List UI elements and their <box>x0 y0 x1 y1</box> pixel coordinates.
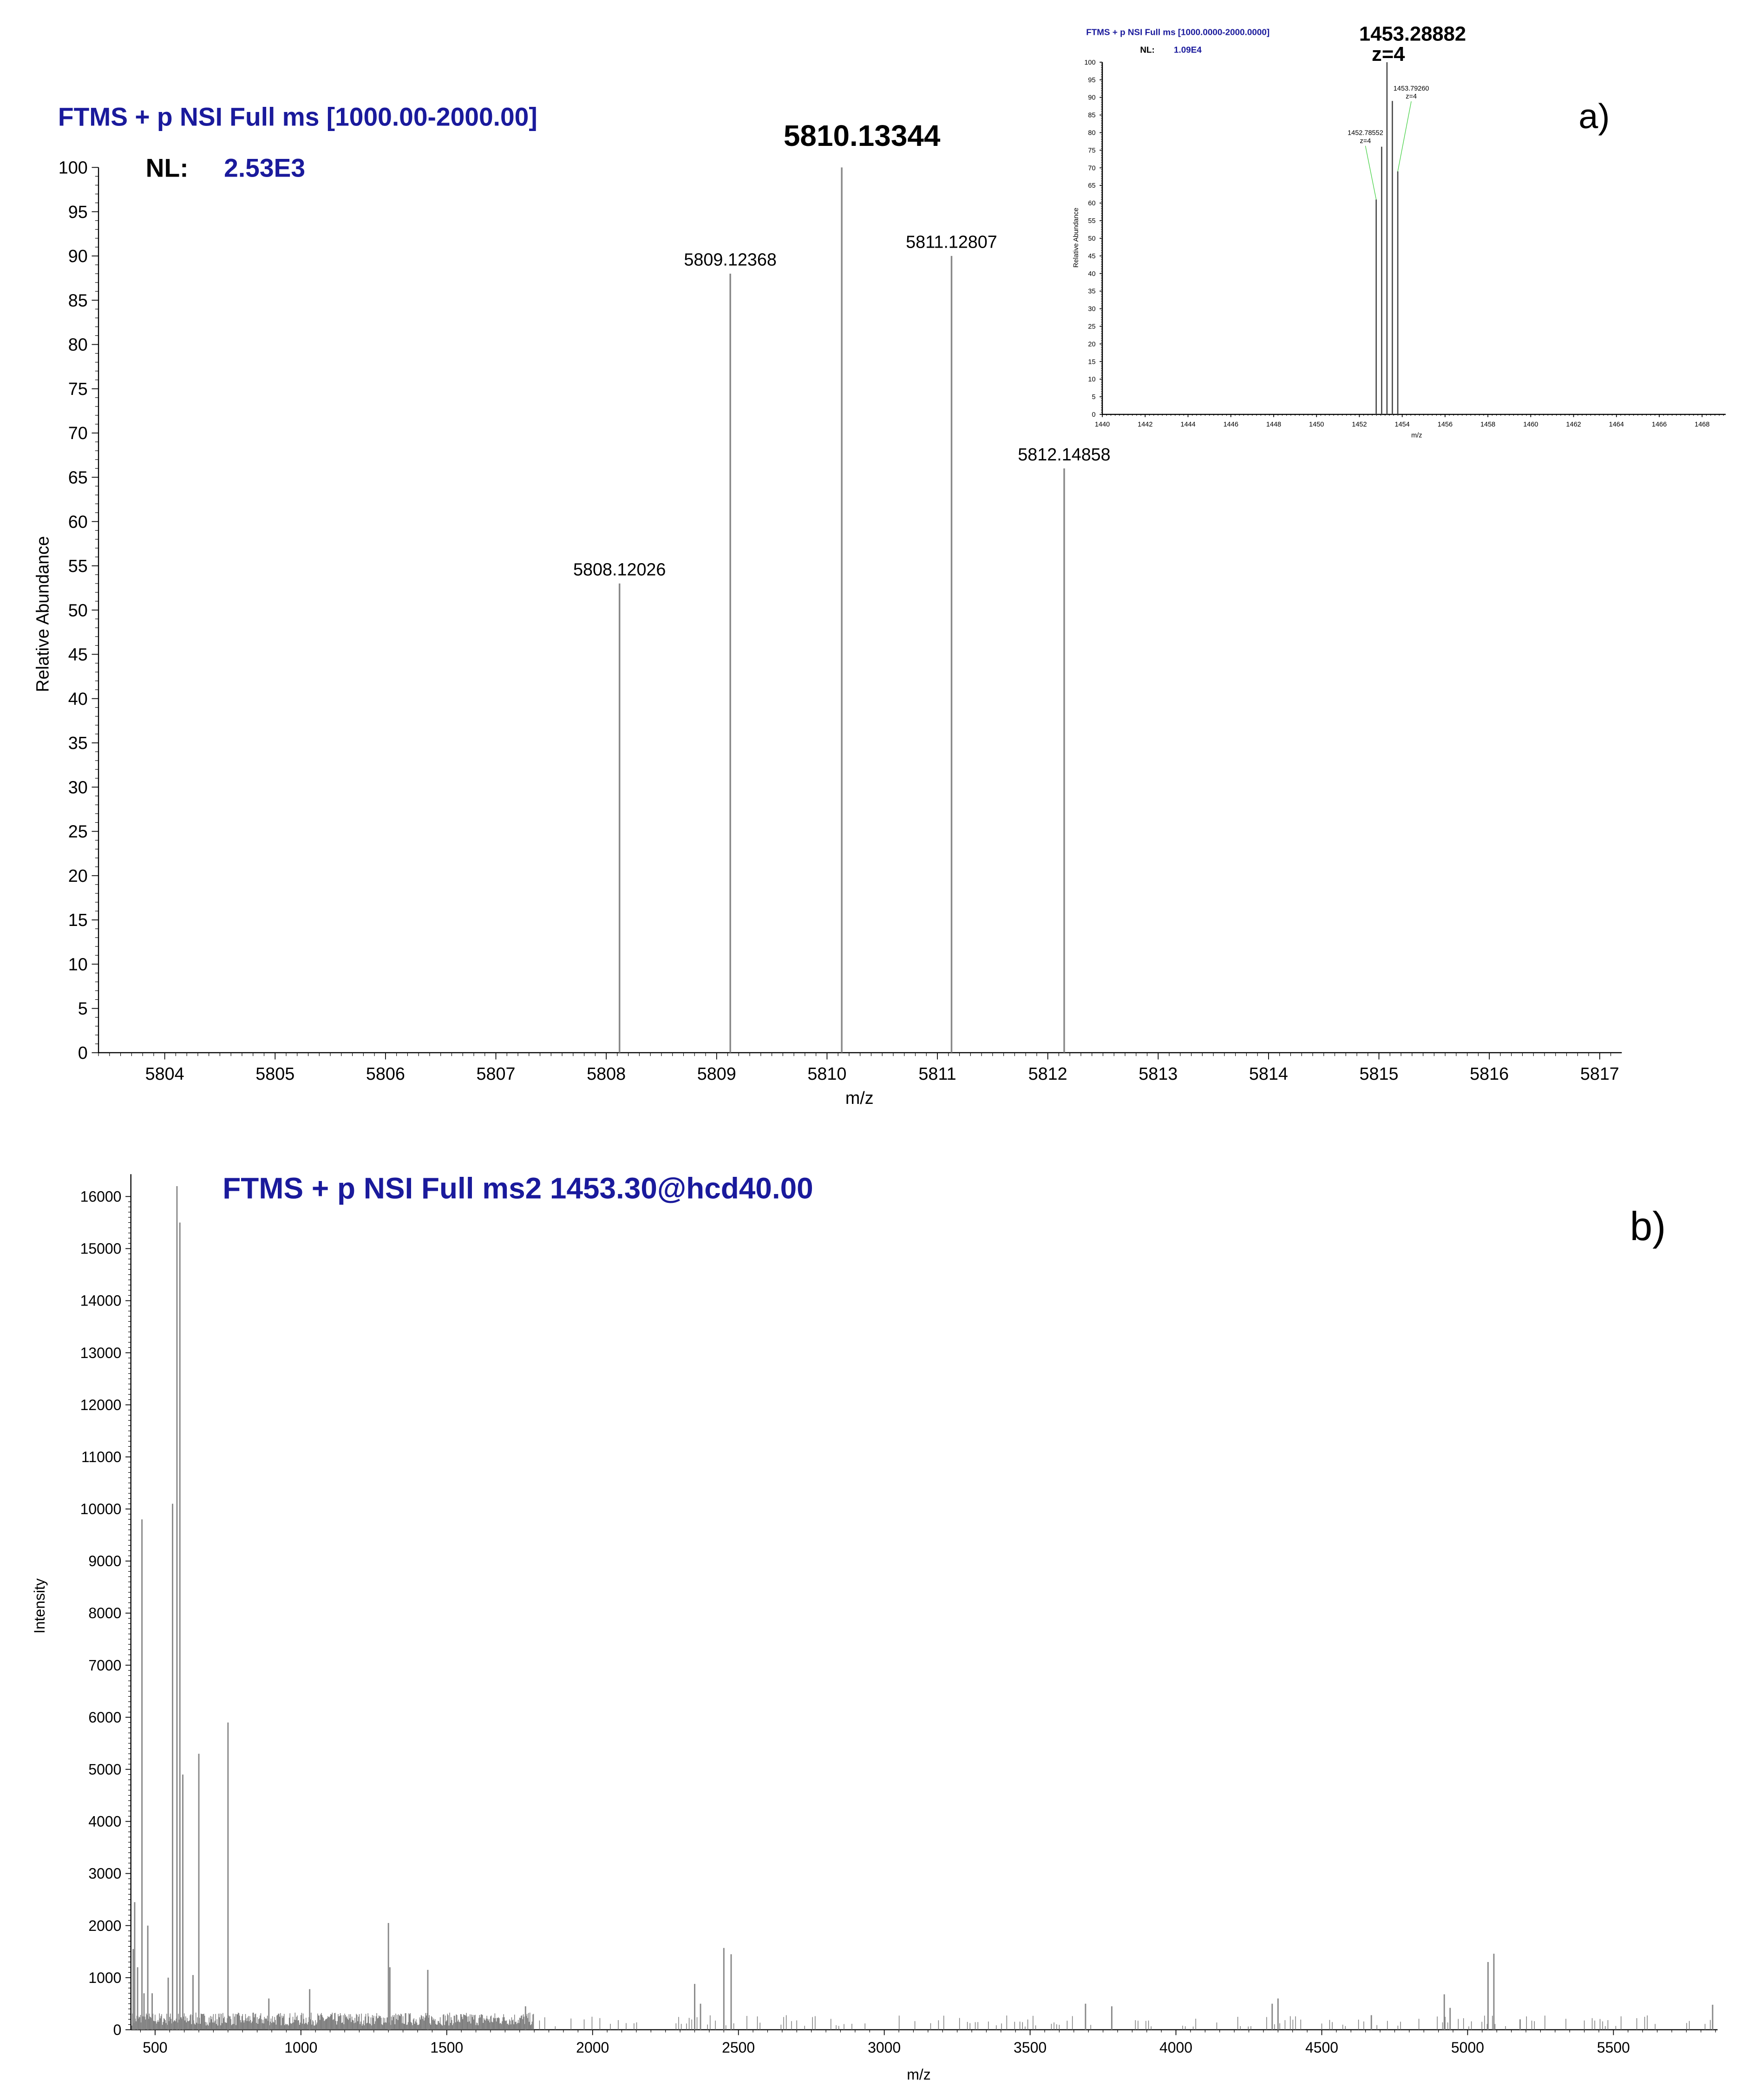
x-tick-label: 5805 <box>255 1064 295 1084</box>
x-tick-label: 5804 <box>145 1064 184 1084</box>
y-tick-label: 70 <box>1088 164 1096 172</box>
y-tick-label: 30 <box>68 778 88 798</box>
y-tick-label: 14000 <box>80 1292 122 1309</box>
y-tick-label: 20 <box>1088 341 1096 348</box>
x-tick-label: 5813 <box>1139 1064 1178 1084</box>
y-tick-label: 55 <box>68 557 88 577</box>
peak-label: 5811.12807 <box>906 232 997 252</box>
y-tick-label: 12000 <box>80 1396 122 1413</box>
peak-charge: z=4 <box>1372 43 1405 66</box>
x-axis-label: m/z <box>845 1089 874 1109</box>
y-tick-label: 35 <box>68 734 88 754</box>
peak-charge: z=4 <box>1360 138 1371 145</box>
x-tick-label: 5815 <box>1359 1064 1399 1084</box>
y-tick-label: 20 <box>68 866 88 886</box>
peak-label: 1453.79260 <box>1393 85 1429 92</box>
y-tick-label: 100 <box>1084 59 1096 66</box>
peak-label: 5812.14858 <box>1018 445 1111 465</box>
y-tick-label: 35 <box>1088 288 1096 295</box>
panel-label-b: b) <box>1630 1204 1666 1249</box>
y-tick-label: 45 <box>68 645 88 665</box>
chart-b-title: FTMS + p NSI Full ms2 1453.30@hcd40.00 <box>223 1171 813 1205</box>
x-tick-label: 5000 <box>1451 2039 1484 2056</box>
x-tick-label: 1442 <box>1138 421 1153 429</box>
x-tick-label: 3000 <box>868 2039 901 2056</box>
y-tick-label: 75 <box>1088 147 1096 155</box>
y-tick-label: 6000 <box>88 1709 122 1726</box>
y-tick-label: 10000 <box>80 1501 122 1518</box>
y-tick-label: 4000 <box>88 1813 122 1830</box>
x-tick-label: 1462 <box>1566 421 1581 429</box>
label-leader-line <box>1365 146 1376 200</box>
x-tick-label: 1458 <box>1480 421 1496 429</box>
y-tick-label: 0 <box>1092 411 1096 419</box>
x-tick-label: 4500 <box>1305 2039 1339 2056</box>
x-tick-label: 1460 <box>1523 421 1538 429</box>
y-axis-label-b: Intensity <box>31 1578 48 1634</box>
x-tick-label: 5807 <box>476 1064 516 1084</box>
y-tick-label: 15 <box>68 911 88 931</box>
x-tick-label: 1450 <box>1309 421 1324 429</box>
x-tick-label: 1444 <box>1180 421 1196 429</box>
y-tick-label: 1000 <box>88 1969 122 1986</box>
x-tick-label: 5814 <box>1249 1064 1288 1084</box>
inset-title: FTMS + p NSI Full ms [1000.0000-2000.0000] <box>1086 27 1270 38</box>
x-tick-label: 2000 <box>576 2039 609 2056</box>
x-tick-label: 1446 <box>1223 421 1238 429</box>
x-tick-label: 1452 <box>1352 421 1367 429</box>
y-tick-label: 25 <box>68 822 88 842</box>
y-tick-label: 10 <box>1088 376 1096 384</box>
y-tick-label: 11000 <box>81 1448 122 1465</box>
y-tick-label: 90 <box>1088 94 1096 102</box>
x-tick-label: 5500 <box>1597 2039 1630 2056</box>
y-tick-label: 50 <box>68 601 88 621</box>
y-tick-label: 60 <box>68 512 88 532</box>
y-tick-label: 80 <box>1088 129 1096 137</box>
x-tick-label: 1448 <box>1266 421 1282 429</box>
y-tick-label: 25 <box>1088 323 1096 331</box>
x-tick-label: 1440 <box>1094 421 1110 429</box>
y-tick-label: 50 <box>1088 235 1096 243</box>
y-tick-label: 85 <box>68 291 88 311</box>
x-tick-label: 5816 <box>1470 1064 1509 1084</box>
y-tick-label: 45 <box>1088 252 1096 260</box>
y-tick-label: 85 <box>1088 112 1096 119</box>
y-tick-label: 55 <box>1088 217 1096 225</box>
x-tick-label: 5810 <box>807 1064 847 1084</box>
x-tick-label: 1468 <box>1695 421 1710 429</box>
nl-value: 2.53E3 <box>224 153 306 183</box>
y-tick-label: 100 <box>58 158 88 178</box>
y-tick-label: 13000 <box>80 1344 122 1361</box>
y-tick-label: 80 <box>68 335 88 355</box>
peak-charge: z=4 <box>1406 93 1417 101</box>
panel-label-a: a) <box>1578 97 1610 137</box>
x-tick-label: 1500 <box>430 2039 464 2056</box>
x-tick-label: 5812 <box>1028 1064 1067 1084</box>
y-axis-label: Relative Abundance <box>33 536 53 692</box>
y-tick-label: 5 <box>78 999 88 1019</box>
chart-a-inset <box>1073 23 1726 439</box>
peak-label: 5809.12368 <box>684 250 777 270</box>
inset-y-axis-label: Relative Abundance <box>1072 207 1080 268</box>
x-tick-label: 5808 <box>587 1064 626 1084</box>
chart-b <box>31 1172 1718 2083</box>
y-tick-label: 70 <box>68 424 88 444</box>
y-tick-label: 65 <box>1088 182 1096 190</box>
y-tick-label: 60 <box>1088 200 1096 208</box>
inset-x-axis-label: m/z <box>1411 432 1422 440</box>
label-leader-line <box>1398 101 1411 171</box>
y-tick-label: 40 <box>68 689 88 709</box>
chart-a-main <box>33 97 1622 1108</box>
y-tick-label: 65 <box>68 468 88 488</box>
y-tick-label: 3000 <box>88 1865 122 1882</box>
x-tick-label: 5817 <box>1580 1064 1619 1084</box>
x-tick-label: 1464 <box>1609 421 1624 429</box>
y-tick-label: 5 <box>1092 394 1096 401</box>
y-tick-label: 7000 <box>88 1657 122 1674</box>
peak-label: 5810.13344 <box>783 118 941 152</box>
y-tick-label: 9000 <box>88 1553 122 1570</box>
x-tick-label: 4000 <box>1159 2039 1193 2056</box>
y-tick-label: 15 <box>1088 358 1096 366</box>
x-tick-label: 5806 <box>366 1064 405 1084</box>
chart-a-title: FTMS + p NSI Full ms [1000.00-2000.00] <box>58 102 537 131</box>
y-tick-label: 90 <box>68 247 88 267</box>
x-tick-label: 5811 <box>918 1064 956 1084</box>
y-tick-label: 75 <box>68 379 88 399</box>
y-tick-label: 30 <box>1088 305 1096 313</box>
peak-label: 1453.28882 <box>1359 23 1466 46</box>
nl-label: NL: <box>145 153 189 183</box>
x-tick-label: 5809 <box>697 1064 736 1084</box>
x-tick-label: 1000 <box>284 2039 318 2056</box>
x-tick-label: 1454 <box>1394 421 1410 429</box>
x-tick-label: 500 <box>143 2039 168 2056</box>
x-tick-label: 2500 <box>722 2039 755 2056</box>
x-tick-label: 1456 <box>1437 421 1453 429</box>
y-tick-label: 5000 <box>88 1761 122 1778</box>
x-tick-label: 1466 <box>1651 421 1667 429</box>
peak-label: 5808.12026 <box>573 560 666 580</box>
peak-label: 1452.78552 <box>1348 129 1383 137</box>
y-tick-label: 0 <box>113 2021 122 2038</box>
y-tick-label: 40 <box>1088 270 1096 278</box>
inset-nl-value: 1.09E4 <box>1174 45 1202 55</box>
y-tick-label: 8000 <box>88 1605 122 1622</box>
y-tick-label: 15000 <box>80 1240 122 1257</box>
y-tick-label: 0 <box>78 1043 88 1063</box>
y-tick-label: 95 <box>1088 76 1096 84</box>
y-tick-label: 95 <box>68 202 88 222</box>
y-tick-label: 16000 <box>80 1188 122 1205</box>
x-tick-label: 3500 <box>1014 2039 1047 2056</box>
y-tick-label: 10 <box>68 955 88 975</box>
inset-nl-label: NL: <box>1140 45 1155 55</box>
y-tick-label: 2000 <box>88 1917 122 1934</box>
x-axis-label-b: m/z <box>907 2066 931 2083</box>
